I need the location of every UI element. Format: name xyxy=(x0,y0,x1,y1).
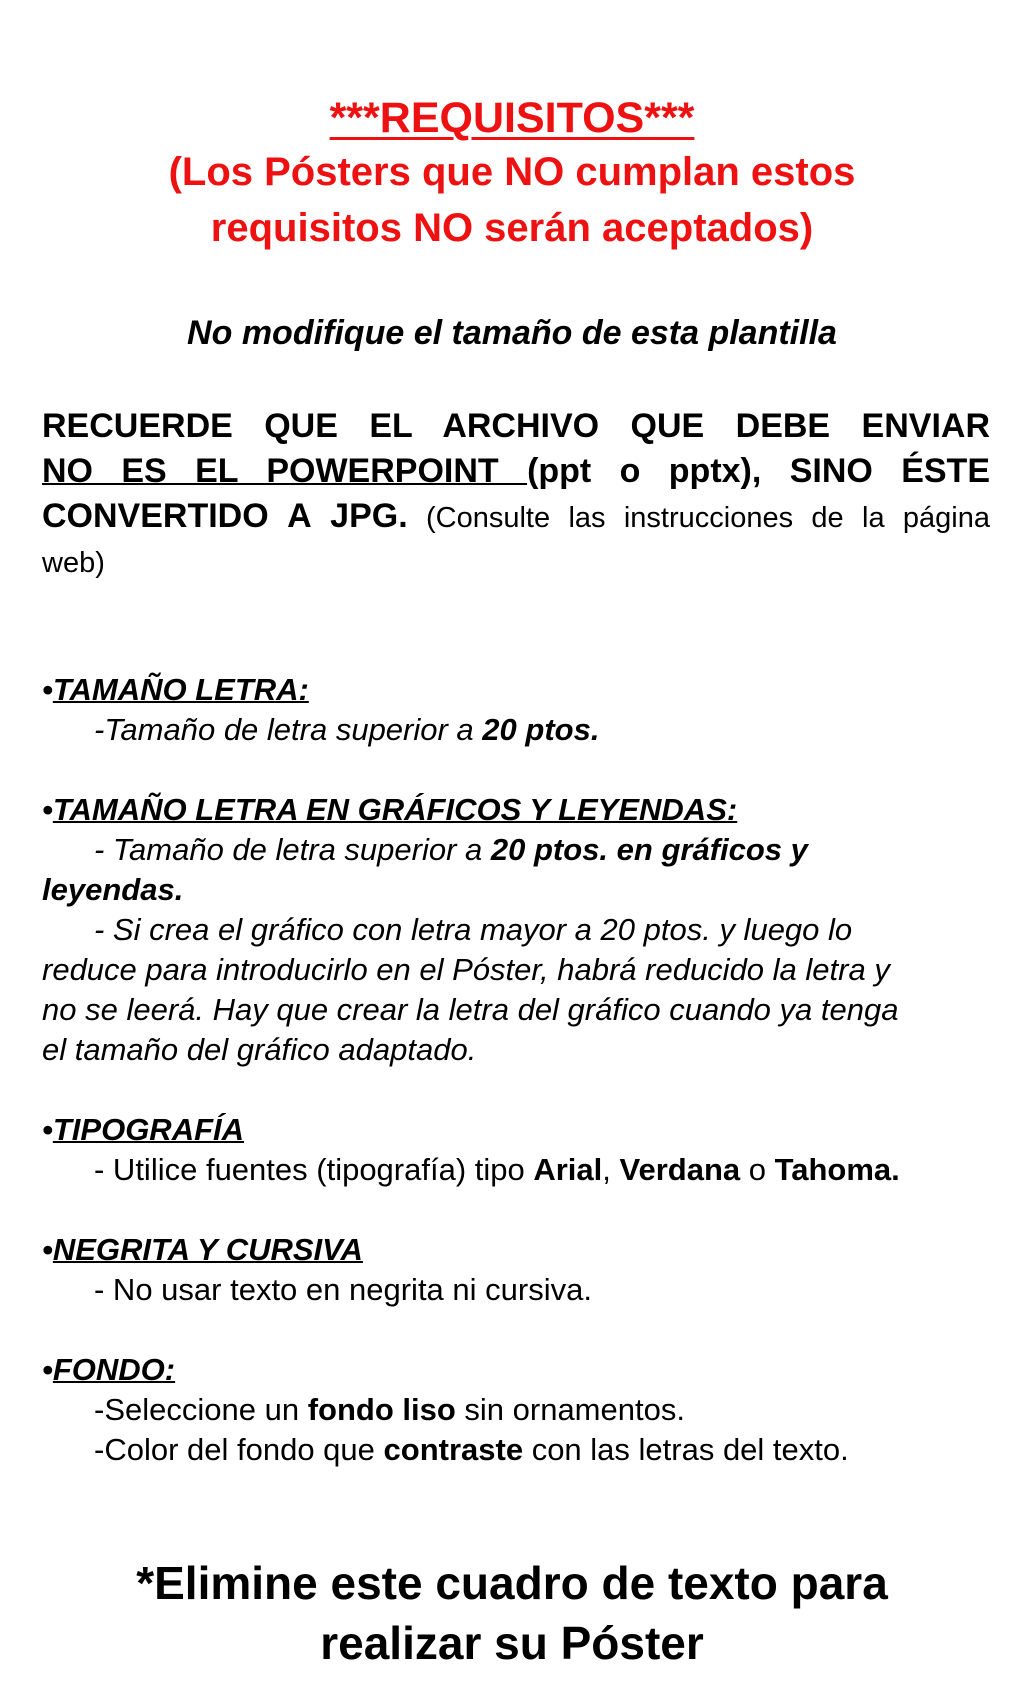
requirements-header xyxy=(0,92,1024,256)
bullet: • xyxy=(42,672,53,707)
bullet: • xyxy=(42,1112,53,1147)
reminder-line-2-rest: (ppt o pptx), SINO ÉSTE xyxy=(527,452,991,490)
reminder-dot: . xyxy=(398,497,408,535)
section-chart-font-item2-line4: el tamaño del gráfico adaptado. xyxy=(42,1032,477,1067)
reminder-not-powerpoint: NO ES EL POWERPOINT xyxy=(42,452,528,490)
bullet: • xyxy=(42,1232,53,1267)
section-chart-font xyxy=(42,790,992,1070)
reminder-line-2 xyxy=(42,449,990,494)
reminder-line-4: web) xyxy=(42,547,105,579)
reminder-line-3 xyxy=(42,494,990,541)
bullet: • xyxy=(42,792,53,827)
requirements-subtitle-line2: requisitos NO serán aceptados) xyxy=(210,206,814,250)
section-font-size-heading: •TAMAÑO LETRA: xyxy=(42,672,309,707)
section-chart-font-item1: - Tamaño de letra superior a 20 ptos. en gráficos y xyxy=(94,832,808,867)
section-bold-italic xyxy=(42,1230,992,1310)
reminder-instructions: (Consulte las instrucciones de la página xyxy=(407,502,991,534)
delete-textbox-note xyxy=(0,1553,1024,1673)
requirements-title: ***REQUISITOS*** xyxy=(329,94,695,142)
section-background xyxy=(42,1350,992,1470)
font-verdana: Verdana xyxy=(619,1152,741,1187)
reminder-line-1: RECUERDE QUE EL ARCHIVO QUE DEBE ENVIAR xyxy=(42,407,990,445)
section-chart-font-item2-line1: - Si crea el gráfico con letra mayor a 20 ptos. y luego lo xyxy=(94,912,853,947)
file-format-reminder xyxy=(42,404,990,586)
section-background-heading: •FONDO: xyxy=(42,1352,176,1387)
section-font-size-item: -Tamaño de letra superior a 20 ptos. xyxy=(94,712,600,747)
requirements-subtitle-line1: (Los Pósters que NO cumplan estos xyxy=(168,150,856,194)
section-font-size xyxy=(42,670,992,750)
section-typography xyxy=(42,1110,992,1190)
font-arial: Arial xyxy=(533,1152,603,1187)
section-chart-font-heading: •TAMAÑO LETRA EN GRÁFICOS Y LEYENDAS: xyxy=(42,792,738,827)
section-chart-font-item2-line3: no se leerá. Hay que crear la letra del gráfico cuando ya tenga xyxy=(42,992,899,1027)
section-background-item2: -Color del fondo que contraste con las letras del texto. xyxy=(94,1432,849,1467)
delete-textbox-note-line1: *Elimine este cuadro de texto para xyxy=(136,1557,888,1609)
section-chart-font-item2-line2: reduce para introducirlo en el Póster, habrá reducido la letra y xyxy=(42,952,890,987)
font-tahoma: Tahoma. xyxy=(774,1152,900,1187)
delete-textbox-note-line2: realizar su Póster xyxy=(320,1617,704,1669)
section-bold-italic-heading: •NEGRITA Y CURSIVA xyxy=(42,1232,363,1267)
section-typography-item: - Utilice fuentes (tipografía) tipo Arial, Verdana o Tahoma. xyxy=(94,1152,900,1187)
bullet: • xyxy=(42,1352,53,1387)
section-bold-italic-item: - No usar texto en negrita ni cursiva. xyxy=(94,1272,592,1307)
template-size-note: No modifique el tamaño de esta plantilla xyxy=(187,314,837,352)
section-background-item1: -Seleccione un fondo liso sin ornamentos. xyxy=(94,1392,685,1427)
reminder-converted-jpg: CONVERTIDO A JPG xyxy=(42,497,399,535)
section-chart-font-item1-cont: leyendas. xyxy=(42,872,184,907)
section-typography-heading: •TIPOGRAFÍA xyxy=(42,1112,245,1147)
